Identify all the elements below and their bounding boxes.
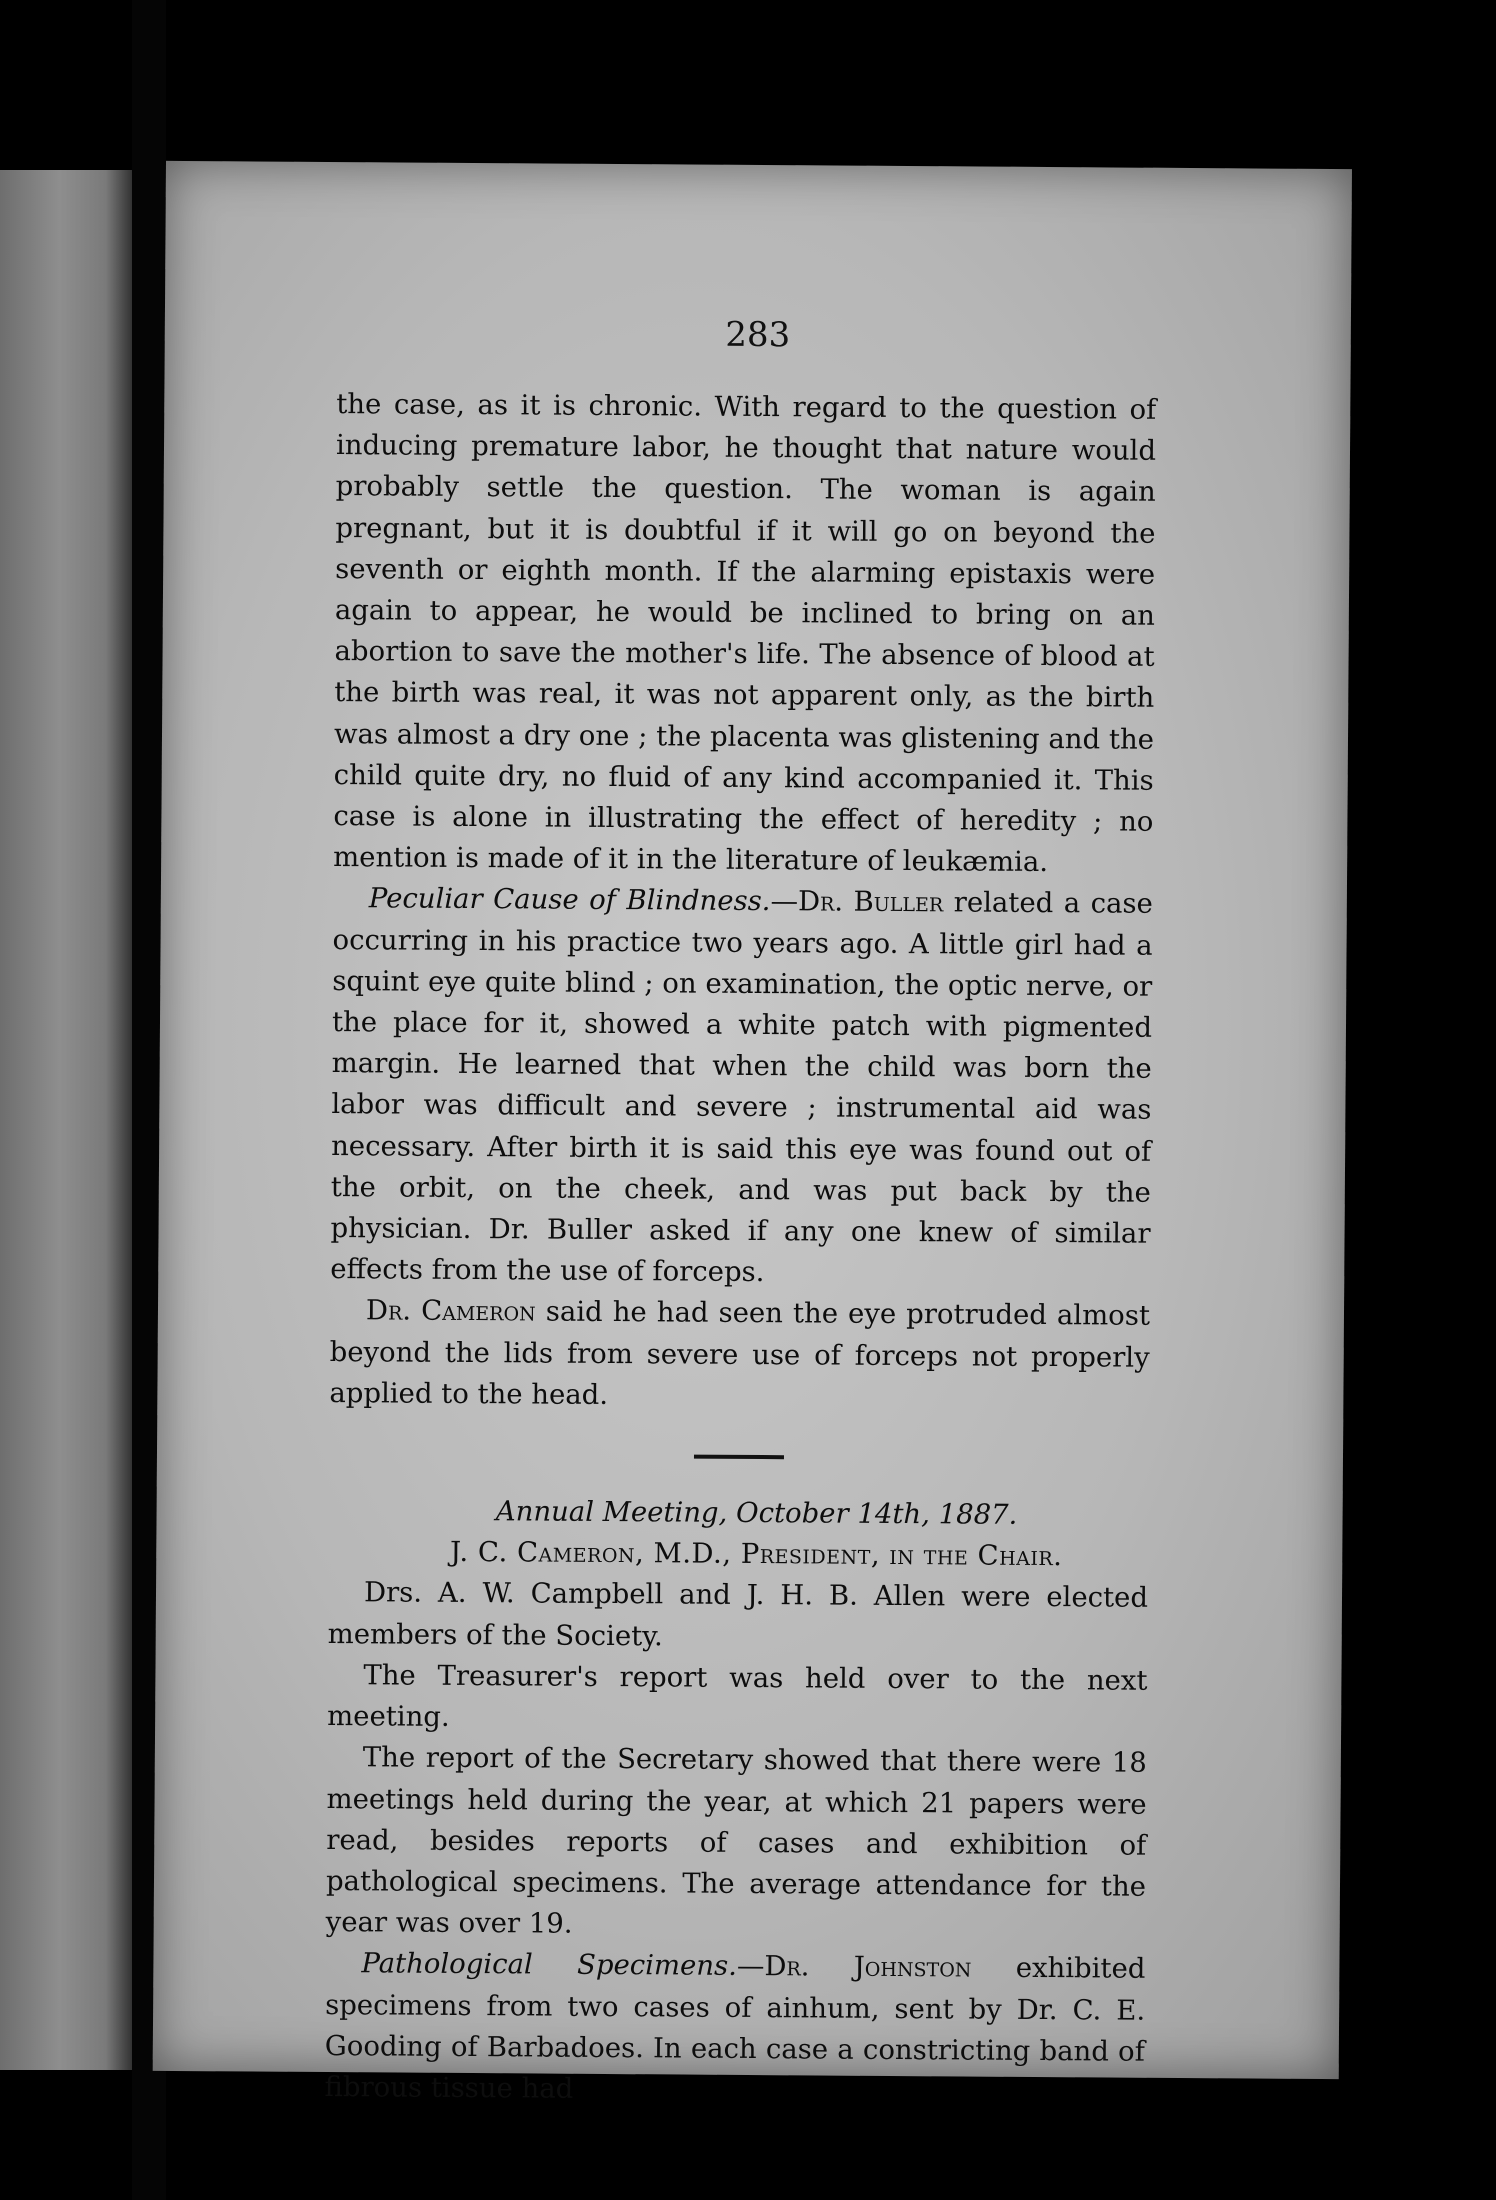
paragraph-treasurer-report: The Treasurer's report was held over to the next meeting. [327, 1659, 1148, 1733]
meeting-title: Annual Meeting, October 14th, 1887. [495, 1495, 1018, 1531]
paragraph-new-members: Drs. A. W. Campbell and J. H. B. Allen were elected members of the Society. [327, 1576, 1149, 1653]
paragraph-blindness-case [330, 878, 1153, 1296]
page-number: 283 [725, 314, 791, 356]
paragraph-pathological-specimens [324, 1943, 1145, 2114]
adjacent-page-edge [0, 170, 132, 2070]
specimens-text: exhibited specimens from two cases of ainhum, sent by Dr. C. E. Gooding of Barbadoes. In each case a constricting band of fibrous tissue had [324, 1951, 1146, 2105]
paragraph-cameron-remark [329, 1291, 1150, 1420]
paragraph-secretary-report: The report of the Secretary showed that there were 18 meetings held during the year, at which 21 papers were read, besides reports of cases and exhibition of pathological specimens. The average attendance for the year was over 19. [325, 1741, 1147, 1940]
cameron-remark-text: said he had seen the eye protruded almost beyond the lids from severe use of forceps not properly applied to the head. [329, 1296, 1151, 1411]
section-divider [694, 1455, 784, 1460]
blindness-case-text: occurring in his practice two years ago. A little girl had a squint eye quite blind ; on examination, the optic nerve, or the place for it, showed a white patch with pigmented margin. He learned that when the child was born the labor was difficult and severe ; instrumental aid was necessary. After birth it is said this eye was found out of the orbit, on the cheek, and was put back by the physician. Dr. Buller asked if any one knew of similar effects from the use of forceps. [330, 923, 1153, 1289]
page-body [324, 384, 1156, 2114]
blindness-heading: Peculiar Cause of Blindness. [368, 882, 771, 918]
specimens-heading: Pathological Specimens. [361, 1947, 738, 1983]
buller-intro-text: related a case [943, 886, 1153, 921]
speaker-johnston: —Dr. Johnston [736, 1950, 972, 1984]
paragraph-leukaemia-case: the case, as it is chronic. With regard to the question of inducing premature labor, he thought that nature would probably settle the question. The woman is again pregnant, but it is doubtful if it will go on beyond the seventh or eighth month. If the alarming epistaxis were again to appear, he would be inclined to bring on an abortion to save the mother's life. The absence of blood at the birth was real, it was not apparent only, as the birth was almost a dry one ; the placenta was glistening and the child quite dry, no fluid of any kind accompanied it. This case is alone in illustrating the effect of heredity ; no mention is made of it in the literature of leukæmia. [333, 388, 1157, 879]
speaker-cameron: Dr. Cameron [365, 1294, 536, 1328]
speaker-buller: —Dr. Buller [770, 885, 944, 919]
chair-line: J. C. Cameron, M.D., President, in the Chair. [449, 1536, 1063, 1573]
scanned-page [153, 161, 1352, 2105]
